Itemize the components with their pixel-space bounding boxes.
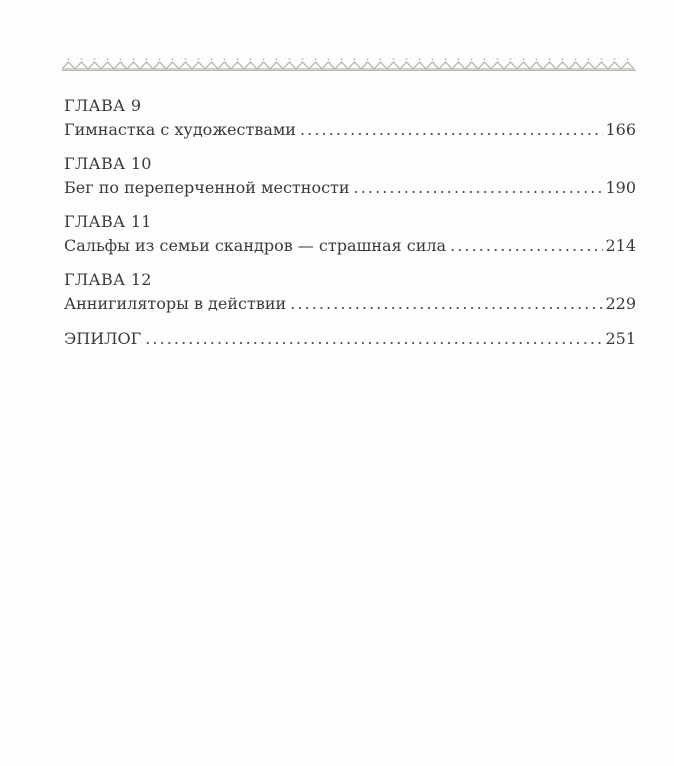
toc-row	[64, 118, 636, 142]
ornament-triangle	[400, 62, 413, 69]
toc-entry-epilogue	[64, 327, 636, 351]
toc-entry-chapter-12	[64, 268, 636, 316]
ornament-triangle	[439, 62, 452, 69]
ornament-dot	[211, 58, 213, 60]
ornament-triangle	[504, 62, 517, 69]
ornament-triangle	[426, 62, 439, 69]
chapter-label: ГЛАВА 11	[64, 212, 152, 231]
ornament-dot	[146, 58, 148, 60]
ornament-dot	[354, 58, 356, 60]
ornament-triangle	[582, 62, 595, 69]
ornament-dot	[510, 58, 512, 60]
page-number: 166	[605, 120, 636, 139]
ornament-dot	[367, 58, 369, 60]
ornament-dot	[289, 58, 291, 60]
ornament-triangle	[101, 62, 114, 69]
ornament-triangle	[153, 62, 166, 69]
dot-leader	[450, 234, 603, 258]
ornament-dot	[393, 58, 395, 60]
ornament-triangle	[140, 62, 153, 69]
ornament-triangle	[270, 62, 283, 69]
ornament-triangle	[517, 62, 530, 69]
ornament-dot	[328, 58, 330, 60]
ornament-triangle	[75, 62, 88, 69]
page-number: 190	[605, 178, 636, 197]
chapter-label: ГЛАВА 12	[64, 270, 152, 289]
ornament-triangle	[374, 62, 387, 69]
ornament-dot	[81, 58, 83, 60]
ornament-dot	[562, 58, 564, 60]
ornament-triangle	[335, 62, 348, 69]
ornament-triangle	[283, 62, 296, 69]
ornament-dot	[302, 58, 304, 60]
ornament-dot	[419, 58, 421, 60]
toc-entry-chapter-9	[64, 94, 636, 142]
ornament-triangle	[465, 62, 478, 69]
ornament-triangle	[543, 62, 556, 69]
ornament-dot	[458, 58, 460, 60]
ornament-dot	[315, 58, 317, 60]
ornament-dot	[445, 58, 447, 60]
ornament-triangle	[231, 62, 244, 69]
dot-leader	[354, 176, 604, 200]
dot-leader	[290, 292, 603, 316]
ornament-dot	[471, 58, 473, 60]
chapter-label: ГЛАВА 10	[64, 154, 152, 173]
ornament-triangle	[296, 62, 309, 69]
ornament-triangle	[595, 62, 608, 69]
chapter-title: Бег по переперченной местности	[64, 178, 350, 197]
ornament-dot	[627, 58, 629, 60]
ornament-dot	[159, 58, 161, 60]
ornament-triangle	[166, 62, 179, 69]
ornament-triangle	[478, 62, 491, 69]
ornament-triangle	[127, 62, 140, 69]
toc-entry-chapter-10	[64, 152, 636, 200]
ornament-triangle	[322, 62, 335, 69]
ornament-dot	[120, 58, 122, 60]
ornament-triangle	[88, 62, 101, 69]
ornament-dot	[549, 58, 551, 60]
ornament-dot	[432, 58, 434, 60]
ornament-dot	[406, 58, 408, 60]
ornament-dot	[484, 58, 486, 60]
toc-row	[64, 176, 636, 200]
table-of-contents	[64, 94, 636, 351]
ornament-dot	[341, 58, 343, 60]
ornament-triangle	[114, 62, 127, 69]
ornament-dot	[380, 58, 382, 60]
ornament-dot	[536, 58, 538, 60]
page-number: 251	[605, 329, 636, 348]
ornament-triangle	[530, 62, 543, 69]
ornament-dot	[276, 58, 278, 60]
ornament-dot	[107, 58, 109, 60]
ornament-dot	[588, 58, 590, 60]
chapter-label: ГЛАВА 9	[64, 96, 142, 115]
ornament-triangle	[309, 62, 322, 69]
dot-leader	[300, 118, 603, 142]
decorative-ornament-border	[62, 50, 636, 74]
ornament-triangle	[569, 62, 582, 69]
toc-row	[64, 327, 636, 351]
ornament-triangle	[62, 62, 75, 69]
ornament-triangle	[621, 62, 634, 69]
ornament-triangle	[361, 62, 374, 69]
ornament-dot	[133, 58, 135, 60]
dot-leader	[145, 327, 603, 351]
ornament-triangle	[218, 62, 231, 69]
ornament-triangle	[387, 62, 400, 69]
ornament-dot	[614, 58, 616, 60]
ornament-triangle	[608, 62, 621, 69]
toc-row	[64, 292, 636, 316]
ornament-dot	[94, 58, 96, 60]
toc-entry-chapter-11	[64, 210, 636, 258]
ornament-dot	[263, 58, 265, 60]
ornament-dot	[185, 58, 187, 60]
ornament-dot	[237, 58, 239, 60]
chapter-title: Гимнастка с художествами	[64, 120, 296, 139]
ornament-triangle	[348, 62, 361, 69]
page-number: 229	[605, 294, 636, 313]
ornament-triangle	[244, 62, 257, 69]
ornament-dot	[497, 58, 499, 60]
ornament-dot	[601, 58, 603, 60]
ornament-triangle	[205, 62, 218, 69]
ornament-dot	[523, 58, 525, 60]
ornament-triangle	[257, 62, 270, 69]
chapter-title: Сальфы из семьи скандров — страшная сила	[64, 236, 447, 255]
chapter-title: Аннигиляторы в действии	[64, 294, 287, 313]
ornament-dot	[250, 58, 252, 60]
ornament-dot	[68, 58, 70, 60]
toc-row	[64, 234, 636, 258]
ornament-triangle	[491, 62, 504, 69]
ornament-dot	[224, 58, 226, 60]
ornament-triangle	[413, 62, 426, 69]
epilogue-title: ЭПИЛОГ	[64, 329, 142, 348]
ornament-triangle	[452, 62, 465, 69]
page-number: 214	[605, 236, 636, 255]
ornament-triangle	[192, 62, 205, 69]
ornament-dot	[575, 58, 577, 60]
ornament-dot	[172, 58, 174, 60]
ornament-triangle	[179, 62, 192, 69]
ornament-dot	[198, 58, 200, 60]
ornament-triangle	[556, 62, 569, 69]
